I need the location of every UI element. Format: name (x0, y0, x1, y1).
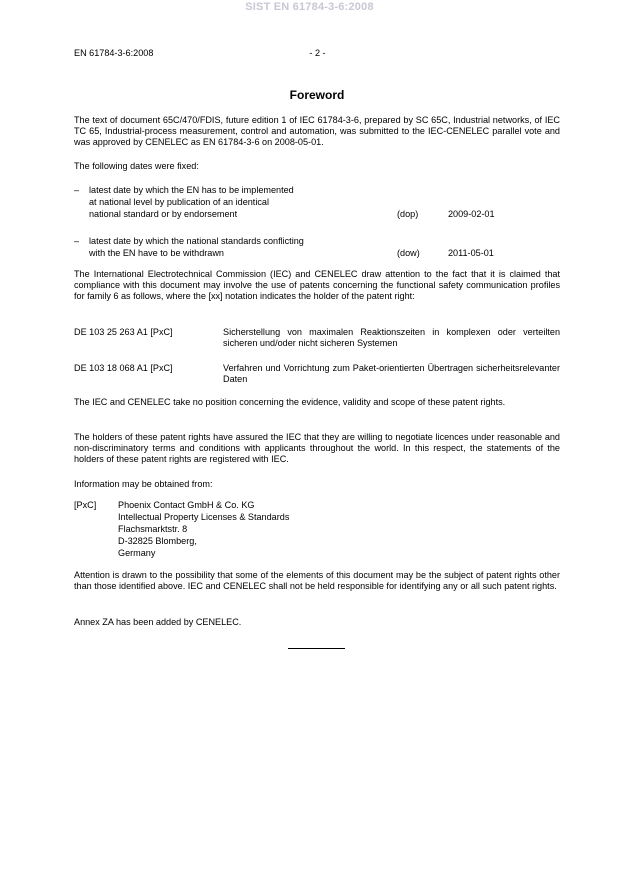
watermark-text: SIST EN 61784-3-6:2008 (245, 1, 374, 13)
date-item-line: latest date by which the EN has to be implemented (89, 185, 294, 195)
date-item-dash: – (74, 236, 80, 246)
contact-line: Intellectual Property Licenses & Standards (118, 512, 290, 522)
paragraph-intro: The text of document 65C/470/FDIS, future edition 1 of IEC 61784-3-6, prepared by SC 65C, Industrial networks, of IEC TC 65, Industrial-process measurement, control and automation, was submitted to the IEC-CENELEC parallel vote and was approved by CENELEC as EN 61784-3-6 on 2008-05-01. (74, 115, 560, 147)
contact-line: Flachsmarktstr. 8 (118, 524, 188, 534)
patent-number: DE 103 18 068 A1 [PxC] (74, 363, 173, 373)
patent-number: DE 103 25 263 A1 [PxC] (74, 327, 173, 337)
date-item-line: at national level by publication of an identical (89, 197, 269, 207)
paragraph-patent-notice: The International Electrotechnical Commission (IEC) and CENELEC draw attention to the fact that it is claimed that compliance with this document may involve the use of patents concerning the functional safety communication profiles for family 6 as follows, where the [xx] notation indicates the holder of the patent right: (74, 269, 560, 301)
patent-title: Sicherstellung von maximalen Reaktionszeiten in komplexen oder verteilten sicheren und/oder nicht sicheren Systemen (223, 327, 560, 348)
paragraph-licences: The holders of these patent rights have assured the IEC that they are willing to negotiate licences under reasonable and non-discriminatory terms and conditions with applicants throughout the world. In this respect, the statements of the holders of these patent rights are registered with IEC. (74, 432, 560, 464)
paragraph-attention: Attention is drawn to the possibility that some of the elements of this document may be the subject of patent rights other than those identified above. IEC and CENELEC shall not be held responsible for identifying any or all such patent rights. (74, 570, 560, 591)
date-item-date: 2009-02-01 (448, 209, 495, 219)
contact-line: Phoenix Contact GmbH & Co. KG (118, 500, 255, 510)
date-item-line: latest date by which the national standards conflicting (89, 236, 304, 246)
date-item-date: 2011-05-01 (448, 248, 494, 258)
paragraph-info-source: Information may be obtained from: (74, 479, 213, 489)
date-item-abbr: (dow) (397, 248, 420, 258)
end-rule (288, 648, 345, 649)
contact-line: D-32825 Blomberg, (118, 536, 197, 546)
header-doc-id: EN 61784-3-6:2008 (74, 48, 154, 58)
date-item-abbr: (dop) (397, 209, 419, 219)
contact-line: Germany (118, 548, 156, 558)
date-item-line: with the EN have to be withdrawn (89, 248, 224, 258)
contact-tag: [PxC] (74, 500, 97, 510)
header-page-number: - 2 - (309, 48, 326, 58)
paragraph-dates-intro: The following dates were fixed: (74, 161, 199, 171)
page-title: Foreword (289, 88, 345, 102)
paragraph-annex: Annex ZA has been added by CENELEC. (74, 617, 242, 627)
patent-title: Verfahren und Vorrichtung zum Paket-orientierten Übertragen sicherheitsrelevanter Daten (223, 363, 560, 384)
date-item-line: national standard or by endorsement (89, 209, 238, 219)
paragraph-no-position: The IEC and CENELEC take no position concerning the evidence, validity and scope of these patent rights. (74, 397, 506, 407)
date-item-dash: – (74, 185, 80, 195)
